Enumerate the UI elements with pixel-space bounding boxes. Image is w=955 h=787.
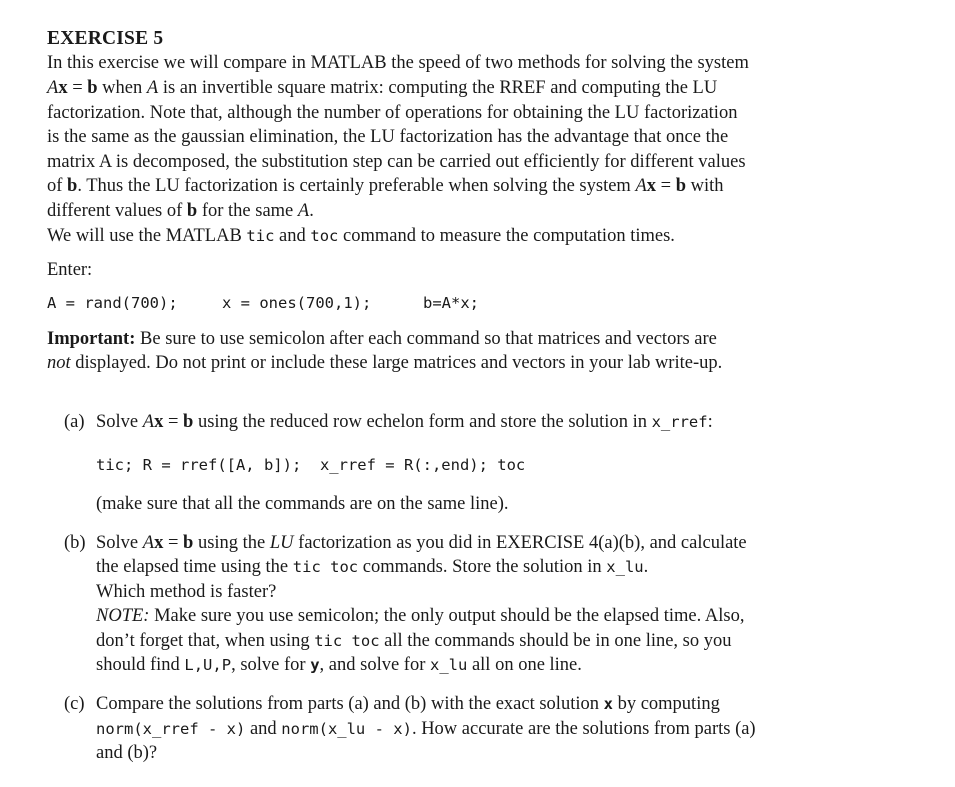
part-b-line-2: the elapsed time using the tic toc commands. Store the solution in x_lu. <box>96 557 649 577</box>
intro-line-7: different values of b for the same A. <box>47 201 314 221</box>
toc-command: toc <box>310 227 339 245</box>
setup-command-b: b=A*x; <box>423 294 479 312</box>
part-a-note: (make sure that all the commands are on the same line). <box>96 494 509 514</box>
part-c-line-3: and (b)? <box>96 743 158 763</box>
setup-command-x: x = ones(700,1); <box>222 294 372 312</box>
setup-command-a: A = rand(700); <box>47 294 178 312</box>
part-b-label: (b) <box>64 533 86 553</box>
important-line-1: Important: Be sure to use semicolon after each command so that matrices and vectors are <box>47 329 717 349</box>
important-line-2: not displayed. Do not print or include these large matrices and vectors in your lab write-up. <box>47 353 723 373</box>
exercise-title: EXERCISE 5 <box>47 28 164 49</box>
intro-line-6: of b. Thus the LU factorization is certainly preferable when solving the system Ax = b with <box>47 176 724 196</box>
intro-line-5: matrix A is decomposed, the substitution step can be carried out efficiently for different values <box>47 152 746 172</box>
part-b-line-6: should find L,U,P, solve for y, and solve for x_lu all on one line. <box>96 655 582 675</box>
intro-line-1: In this exercise we will compare in MATLAB the speed of two methods for solving the system <box>47 53 749 73</box>
enter-label: Enter: <box>47 260 93 280</box>
part-a-command: tic; R = rref([A, b]); x_rref = R(:,end); toc <box>96 456 526 474</box>
part-a-line-1: Solve Ax = b using the reduced row echelon form and store the solution in x_rref: <box>96 412 713 432</box>
important-label: Important: <box>47 329 136 349</box>
part-b-line-1: Solve Ax = b using the LU factorization as you did in EXERCISE 4(a)(b), and calculate <box>96 533 747 553</box>
intro-line-2: Ax = b when A is an invertible square matrix: computing the RREF and computing the LU <box>47 78 718 98</box>
part-c-label: (c) <box>64 694 85 714</box>
part-b-line-3: Which method is faster? <box>96 582 277 602</box>
part-b-line-5: don’t forget that, when using tic toc all the commands should be in one line, so you <box>96 631 732 651</box>
part-a-label: (a) <box>64 412 85 432</box>
intro-line-3: factorization. Note that, although the number of operations for obtaining the LU factorization <box>47 103 738 123</box>
part-b-line-4: NOTE: Make sure you use semicolon; the only output should be the elapsed time. Also, <box>96 606 745 626</box>
tic-command: tic <box>246 227 275 245</box>
part-c-line-1: Compare the solutions from parts (a) and (b) with the exact solution x by computing <box>96 694 720 714</box>
tictoc-line: We will use the MATLAB tic and toc command to measure the computation times. <box>47 226 675 246</box>
part-c-line-2: norm(x_rref - x) and norm(x_lu - x). How accurate are the solutions from parts (a) <box>96 719 756 739</box>
intro-line-4: is the same as the gaussian elimination, the LU factorization has the advantage that once the <box>47 127 729 147</box>
